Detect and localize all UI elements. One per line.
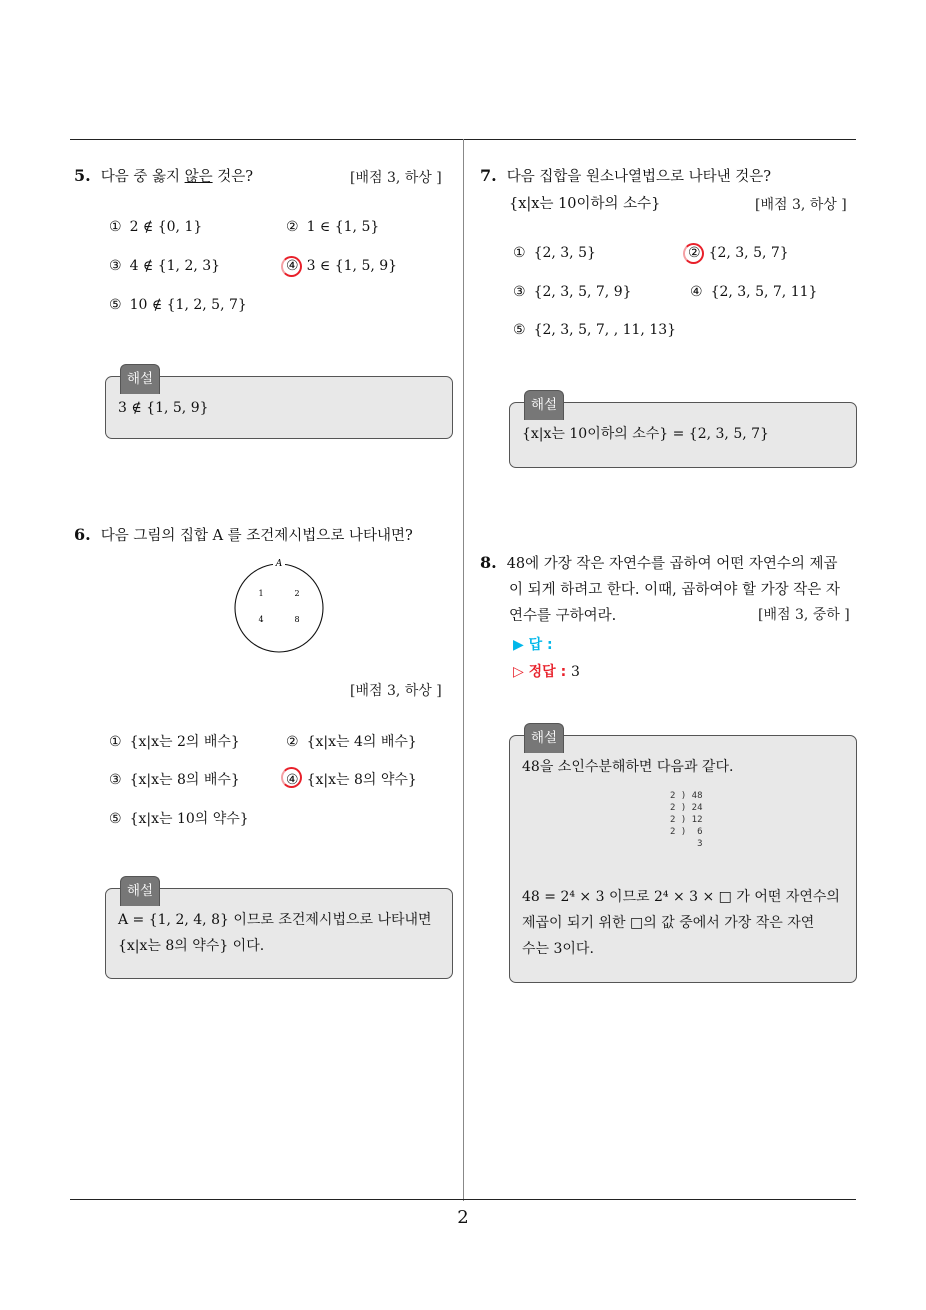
q8-explanation-tag: 해설 [524,723,564,753]
q8-number: 8. [480,553,497,572]
q7-choice-5[interactable]: ⑤ {2, 3, 5, 7, , 11, 13} [513,322,677,338]
q7-stem [480,165,771,186]
q6-explanation-line-2: {x|x는 8의 약수} 이다. [118,938,265,954]
q7-score: [배점 3, 하상 ] [755,197,847,213]
q7-set: {x|x는 10이하의 소수} [509,196,661,212]
q8-correct-value: 3 [571,664,580,680]
q5-choice-2[interactable]: ② 1 ∈ {1, 5} [286,219,380,235]
q8-explanation-line-3: 제곱이 되기 위한 □의 값 중에서 가장 작은 자연 [522,915,815,931]
q8-explanation-box [509,730,857,983]
q8-division-ladder [670,790,703,850]
column-divider [463,139,464,1201]
q6-explanation-box [105,883,453,979]
q5-number: 5. [74,166,91,185]
q6-stem [74,524,413,545]
q5-choice-4[interactable]: ④ 3 ∈ {1, 5, 9} [286,258,398,274]
q7-choice-2[interactable]: ② {2, 3, 5, 7} [688,245,789,261]
q7-text: 다음 집합을 원소나열법으로 나타낸 것은? [506,169,772,185]
q6-text: 다음 그림의 집합 A 를 조건제시법으로 나타내면? [100,528,413,544]
bottom-rule [70,1199,856,1200]
q8-answer-label: ▶ 답 : [513,637,553,653]
q5-text-underlined: 않은 [184,169,213,185]
division-row-1: 2 ) 48 [670,791,703,801]
page-number: 2 [457,1207,469,1228]
division-row-5: 3 [670,839,703,849]
venn-element-8: 8 [294,615,300,624]
venn-label: A [275,559,283,569]
division-row-4: 2 ) 6 [670,827,703,837]
q6-score: [배점 3, 하상 ] [350,683,442,699]
q6-number: 6. [74,525,91,544]
q7-choice-3[interactable]: ③ {2, 3, 5, 7, 9} [513,284,632,300]
q8-explanation-line-1: 48을 소인수분해하면 다음과 같다. [522,759,734,775]
q5-score: [배점 3, 하상 ] [350,170,442,186]
q5-text-after: 것은? [212,169,253,185]
q7-explanation-box [509,397,857,468]
q7-explanation-text: {x|x는 10이하의 소수} = {2, 3, 5, 7} [522,426,769,442]
q8-explanation-line-4: 수는 3이다. [522,941,594,957]
q6-choice-3[interactable]: ③ {x|x는 8의 배수} [109,772,240,788]
q8-score: [배점 3, 중하 ] [758,607,850,623]
division-row-2: 2 ) 24 [670,803,703,813]
q6-explanation-line-1: A = {1, 2, 4, 8} 이므로 조건제시법으로 나타내면 [118,912,432,928]
q8-explanation-line-2: 48 = 2⁴ × 3 이므로 2⁴ × 3 × □ 가 어떤 자연수의 [522,889,840,905]
q6-choice-5[interactable]: ⑤ {x|x는 10의 약수} [109,811,249,827]
q5-explanation-text: 3 ∉ {1, 5, 9} [118,400,209,416]
division-row-3: 2 ) 12 [670,815,703,825]
q5-stem [74,165,253,186]
q8-line-2: 이 되게 하려고 한다. 이때, 곱하여야 할 가장 작은 자 [509,582,840,598]
q5-choice-1[interactable]: ① 2 ∉ {0, 1} [109,219,203,235]
q6-explanation-tag: 해설 [120,876,160,906]
q7-choice-1[interactable]: ① {2, 3, 5} [513,245,596,261]
q8-correct-label: ▷ 정답 : [513,664,567,680]
venn-element-2: 2 [294,589,300,598]
q7-number: 7. [480,166,497,185]
q5-explanation-box [105,371,453,439]
q8-line-1: 48에 가장 작은 자연수를 곱하여 어떤 자연수의 제곱 [506,556,838,572]
venn-circle [235,564,323,652]
q8-correct-row [513,661,580,681]
q7-explanation-tag: 해설 [524,390,564,420]
q6-choice-4[interactable]: ④ {x|x는 8의 약수} [286,772,417,788]
q7-choice-4[interactable]: ④ {2, 3, 5, 7, 11} [690,284,818,300]
q5-choice-3[interactable]: ③ 4 ∉ {1, 2, 3} [109,258,221,274]
q8-line-3: 연수를 구하여라. [509,608,617,624]
q6-choice-2[interactable]: ② {x|x는 4의 배수} [286,734,417,750]
q5-text-before: 다음 중 옳지 [100,169,185,185]
q5-choice-5[interactable]: ⑤ 10 ∉ {1, 2, 5, 7} [109,297,247,313]
q6-choice-1[interactable]: ① {x|x는 2의 배수} [109,734,240,750]
q5-explanation-tag: 해설 [120,364,160,394]
venn-element-1: 1 [258,589,264,598]
venn-element-4: 4 [258,615,264,624]
q6-venn-diagram [230,552,330,654]
